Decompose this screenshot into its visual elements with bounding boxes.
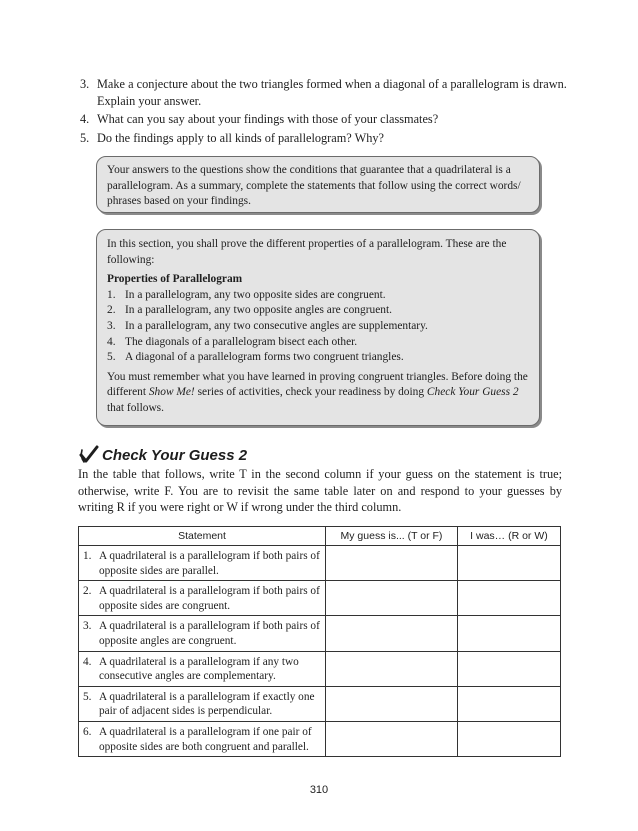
closing-emphasis: Show Me! [148,386,195,399]
statement-number: 5. [83,690,92,703]
result-cell[interactable] [457,721,560,756]
property-number: 3. [107,319,116,332]
question-number: 4. [80,112,90,126]
section-heading [78,445,247,465]
statement-cell [79,686,326,721]
statement-cell [79,721,326,756]
column-header-guess: My guess is... (T or F) [326,527,458,546]
statement-number: 6. [83,725,92,738]
statement-text: A quadrilateral is a parallelogram if both pairs of opposite sides are congruent. [99,585,320,612]
statement-number: 2. [83,585,92,598]
property-text: In a parallelogram, any two opposite angles are congruent. [125,304,392,317]
question-item [80,130,570,147]
guess-cell[interactable] [326,616,458,651]
properties-closing [107,370,529,417]
property-item [107,303,529,319]
table-row [79,581,561,616]
closing-text: You must remember what you have learned in proving congruent triangles. Before doing the different [107,370,528,399]
table-header-row [79,527,561,546]
result-cell[interactable] [457,686,560,721]
property-text: In a parallelogram, any two opposite sides are congruent. [125,288,386,301]
question-item [80,76,570,109]
statement-text: A quadrilateral is a parallelogram if any two consecutive angles are complementary. [99,655,299,683]
result-cell[interactable] [457,616,560,651]
statement-cell [79,546,326,581]
property-number: 5. [107,351,116,364]
statement-text: A quadrilateral is a parallelogram if both pairs of opposite angles are congruent. [99,620,320,647]
properties-intro: In this section, you shall prove the different properties of a parallelogram. These are the following: [107,238,507,266]
table-row [79,651,561,686]
checkmark-icon [78,445,100,465]
property-text: A diagonal of a parallelogram forms two congruent triangles. [125,351,404,364]
statement-cell [79,651,326,686]
section-title: Check Your Guess 2 [102,446,248,464]
closing-text: series of activities, check your readiness by doing [194,386,427,399]
question-number: 5. [80,130,90,145]
property-item [107,319,529,335]
statement-number: 1. [83,550,92,562]
question-item [80,111,570,128]
column-header-result: I was… (R or W) [457,527,560,546]
result-cell[interactable] [457,546,560,581]
properties-heading: Properties of Parallelogram [107,273,243,286]
guess-cell[interactable] [326,721,458,756]
property-number: 4. [107,335,116,348]
closing-emphasis: Check Your Guess 2 [426,386,519,399]
guess-cell[interactable] [326,686,458,721]
property-text: The diagonals of a parallelogram bisect each other. [125,335,358,348]
question-text: What can you say about your findings with those of your classmates? [97,112,439,126]
property-number: 2. [107,304,116,317]
column-header-statement: Statement [79,527,326,546]
properties-box [96,229,540,426]
properties-list [107,288,529,366]
table-row [79,546,561,581]
property-number: 1. [107,288,116,301]
section-intro: In the table that follows, write T in the second column if your guess on the statement is true; otherwise, write F. You are to revisit the same table later on and respond to your guesses by writing R if you were right or W if wrong under the third column. [78,467,562,514]
question-number: 3. [80,77,90,91]
statement-cell [79,616,326,651]
question-text: Make a conjecture about the two triangles formed when a diagonal of a parallelogram is drawn. Explain your answer. [97,77,567,108]
result-cell[interactable] [457,581,560,616]
guess-cell[interactable] [326,546,458,581]
statement-text: A quadrilateral is a parallelogram if both pairs of opposite sides are parallel. [99,550,320,577]
question-list [80,76,570,148]
guess-cell[interactable] [326,581,458,616]
summary-box [96,156,540,213]
table-row [79,686,561,721]
result-cell[interactable] [457,651,560,686]
summary-text: Your answers to the questions show the conditions that guarantee that a quadrilateral is a parallelogram. As a summary, complete the statements that follow using the correct words/ phrases based on your findings. [107,164,521,208]
guess-cell[interactable] [326,651,458,686]
table-row [79,616,561,651]
statement-cell [79,581,326,616]
property-item [107,335,529,351]
closing-text: that follows. [107,401,164,414]
statement-number: 4. [83,655,92,668]
statement-number: 3. [83,620,92,633]
property-text: In a parallelogram, any two consecutive angles are supplementary. [125,319,428,332]
property-item [107,288,529,304]
statement-text: A quadrilateral is a parallelogram if one pair of opposite sides are both congruent and parallel. [99,725,312,753]
table-row [79,721,561,756]
statement-text: A quadrilateral is a parallelogram if exactly one pair of adjacent sides is perpendicular. [99,690,315,718]
question-text: Do the findings apply to all kinds of parallelogram? Why? [97,130,384,145]
property-item [107,350,529,366]
guess-table [78,526,561,757]
page-number: 310 [309,784,329,796]
